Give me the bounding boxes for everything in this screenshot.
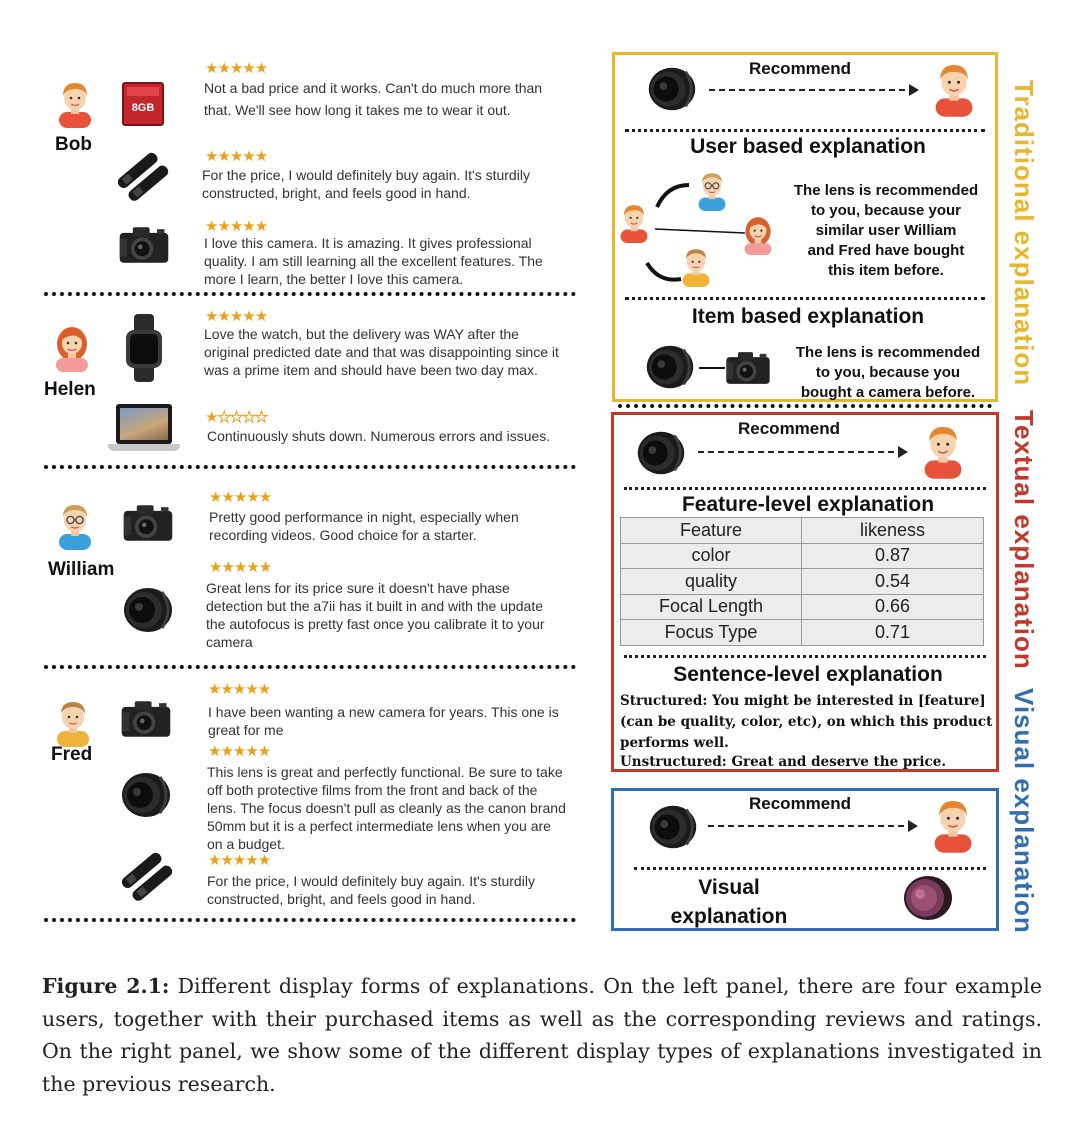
separator <box>44 465 576 469</box>
user-name-helen: Helen <box>44 379 96 400</box>
section-divider <box>625 129 985 132</box>
table-cell: Focus Type <box>621 620 802 646</box>
table-cell: 0.71 <box>802 620 984 646</box>
william-review-1-rating: ★★★★★ <box>209 489 272 506</box>
lens-icon <box>641 343 699 391</box>
table-row <box>621 594 984 620</box>
william-review-2-text: Great lens for its price sure it doesn't have phase detection but the a7ii has it built in and with the update the autofocus is pretty fast once you calibrate it to your camera <box>206 580 545 650</box>
lens-icon <box>644 803 702 851</box>
item-based-text: The lens is recommended to you, because you bought a camera before. <box>795 344 981 401</box>
lens-icon <box>116 770 176 820</box>
bob-review-3-text: I love this camera. It is amazing. It gives professional quality. I am still learning all the excellent features. The more I learn, the better I love this camera. <box>204 235 543 287</box>
recommend-arrow <box>698 451 904 453</box>
battery-icon <box>118 152 170 204</box>
separator <box>44 918 576 922</box>
textual-explanation-label: Textual explanation <box>1009 410 1039 670</box>
lens-icon <box>643 65 701 113</box>
user-avatar-icon <box>617 201 651 243</box>
unstructured-sentence: Unstructured: Great and deserve the price. <box>620 754 947 770</box>
william-review-1-text: Pretty good performance in night, especially when recording videos. Good choice for a starter. <box>209 509 519 543</box>
textual-explanation-box <box>611 412 999 772</box>
fred-review-3-text: For the price, I would definitely buy again. It's sturdily constructed, bright, and feels good in hand. <box>207 873 535 907</box>
fred-review-2-rating: ★★★★★ <box>208 743 271 760</box>
connector-line <box>699 367 725 369</box>
recommend-label: Recommend <box>738 419 841 438</box>
camera-icon <box>116 222 172 268</box>
figure-caption <box>42 970 1042 1100</box>
structured-sentence: Structured: You might be interested in [feature] (can be quality, color, etc), on which this product performs well. <box>620 693 993 751</box>
separator <box>44 292 576 296</box>
section-divider <box>624 655 986 658</box>
william-avatar-icon <box>55 500 95 550</box>
user-name-william: William <box>48 559 115 580</box>
section-divider <box>624 487 986 490</box>
user-avatar-icon <box>930 795 976 853</box>
user-name-fred: Fred <box>51 744 93 765</box>
fred-avatar-icon <box>679 245 713 287</box>
separator <box>44 665 576 669</box>
sd-card-icon <box>122 82 164 126</box>
fred-avatar-icon <box>53 697 93 747</box>
table-cell: Focal Length <box>621 594 802 620</box>
table-header-cell: Feature <box>621 518 802 544</box>
separator <box>618 404 992 408</box>
battery-icon <box>122 852 174 904</box>
fred-review-2-text: This lens is great and perfectly functional. Be sure to take off both protective films from the front and back of the lens. The focus doesn't pull as cleanly as the canon brand 50mm but it is a perfect intermediate lens when you are on a budget. <box>207 764 566 852</box>
helen-review-1-text: Love the watch, but the delivery was WAY after the original predicted date and that was disappointing since it was a prime item and should have been two day max. <box>204 326 559 378</box>
william-review-2-rating: ★★★★★ <box>209 559 272 576</box>
fred-review-1-text: I have been wanting a new camera for years. This one is great for me <box>208 704 559 738</box>
table-cell: quality <box>621 569 802 595</box>
camera-icon <box>120 500 176 546</box>
visual-explanation-box <box>611 788 999 931</box>
highlighted-lens-icon <box>900 873 956 923</box>
feature-likeness-table <box>620 517 984 646</box>
section-divider <box>625 297 985 300</box>
recommend-arrow <box>709 89 915 91</box>
table-row <box>621 569 984 595</box>
figure-label: Figure 2.1: <box>42 974 170 998</box>
user-based-text: The lens is recommended to you, because your similar user William and Fred have bought this item before. <box>793 182 979 279</box>
item-based-title: Item based explanation <box>691 305 925 328</box>
helen-avatar-icon <box>52 322 92 372</box>
traditional-explanation-label: Traditional explanation <box>1009 80 1039 387</box>
table-row <box>621 543 984 569</box>
visual-title: Visual explanation <box>670 876 788 928</box>
user-avatar-icon <box>920 421 966 479</box>
helen-avatar-icon <box>741 213 775 255</box>
camera-icon <box>118 696 174 742</box>
fred-review-1-rating: ★★★★★ <box>208 681 271 698</box>
table-cell: 0.66 <box>802 594 984 620</box>
helen-review-1-rating: ★★★★★ <box>205 308 268 325</box>
recommend-label: Recommend <box>749 59 852 78</box>
table-header-cell: likeness <box>802 518 984 544</box>
bob-review-2-text: For the price, I would definitely buy again. It's sturdily constructed, bright, and feels good in hand. <box>202 167 530 201</box>
bob-review-3-rating: ★★★★★ <box>205 218 268 235</box>
helen-review-2-text: Continuously shuts down. Numerous errors and issues. <box>207 428 551 444</box>
camera-icon <box>723 347 773 389</box>
table-cell: color <box>621 543 802 569</box>
section-divider <box>634 867 986 870</box>
feature-level-title: Feature-level explanation <box>681 493 935 516</box>
lens-icon <box>632 429 690 477</box>
bob-review-1-rating: ★★★★★ <box>205 60 268 77</box>
traditional-explanation-box <box>612 52 998 402</box>
table-row <box>621 620 984 646</box>
bob-review-2-rating: ★★★★★ <box>205 148 268 165</box>
helen-review-2-rating: ★★★★★ <box>205 409 268 426</box>
recommend-label: Recommend <box>749 794 852 813</box>
bob-avatar-icon <box>55 78 95 128</box>
sd-card-label: 8GB <box>131 102 155 114</box>
user-based-title: User based explanation <box>690 135 926 158</box>
fred-review-3-rating: ★★★★★ <box>208 852 271 869</box>
bob-review-1-text: Not a bad price and it works. Can't do much more than that. We'll see how long it takes me to wear it out. <box>204 80 543 118</box>
watch-icon <box>126 314 162 382</box>
visual-explanation-label: Visual explanation <box>1009 688 1039 934</box>
user-name-bob: Bob <box>55 134 92 155</box>
table-cell: 0.87 <box>802 543 984 569</box>
laptop-icon <box>108 404 180 456</box>
user-avatar-icon <box>931 59 977 117</box>
william-avatar-icon <box>695 169 729 211</box>
sentence-level-title: Sentence-level explanation <box>673 663 943 686</box>
recommend-arrow <box>708 825 914 827</box>
lens-icon <box>118 585 178 635</box>
table-header-row <box>621 518 984 544</box>
table-cell: 0.54 <box>802 569 984 595</box>
caption-text: Different display forms of explanations. On the left panel, there are four example users, together with their purchased items as well as the corresponding reviews and ratings. On the right panel, we show some of the different display types of explanations investigated in the previous research. <box>42 974 1042 1096</box>
